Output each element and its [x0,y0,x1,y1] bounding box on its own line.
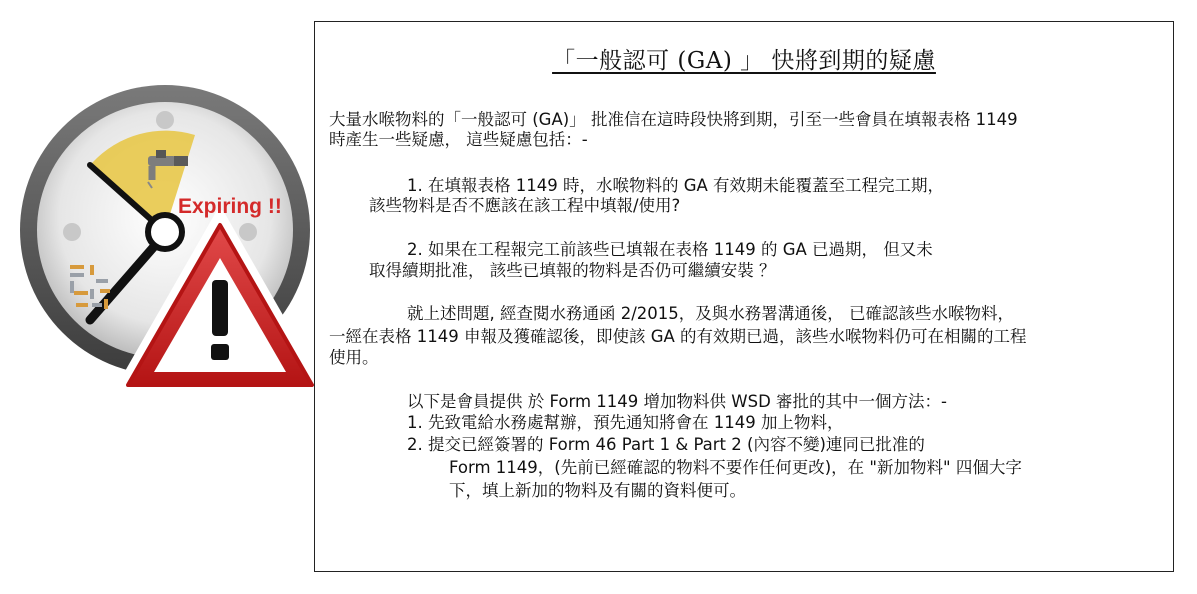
concern-1-line-1: 1. 在填報表格 1149 時，水喉物料的 GA 有效期未能覆蓋至工程完工期， [407,176,945,195]
concern-2-line-1: 2. 如果在工程報完工前該些已填報在表格 1149 的 GA 已過期， 但又未 [407,240,933,259]
concern-2-line-2: 取得續期批准， 該些已填報的物料是否仍可繼續安裝 ？ [369,261,776,280]
method-item-2-cont-2: 下，填上新加的物料及有關的資料便可。 [449,481,746,500]
document-title: 「一般認可 (GA) 」 快將到期的疑慮 [552,48,936,74]
method-intro: 以下是會員提供 於 Form 1149 增加物料供 WSD 審批的其中一個方法：- [407,392,947,411]
method-item-2-cont-1: Form 1149，(先前已經確認的物料不要作任何更改)，在 "新加物料" 四個大字 [449,458,1022,477]
conclusion-line-1: 就上述問題, 經查閱水務通函 2/2015，及與水務署溝通後， 已確認該些水喉物料， [407,304,1015,323]
method-item-1: 1. 先致電給水務處幫辦，預先通知將會在 1149 加上物料， [407,413,844,432]
concern-1-line-2: 該些物料是否不應該在該工程中填報/使用? [369,196,681,215]
conclusion-line-3: 使用。 [329,348,379,367]
expiring-illustration [20,80,320,410]
intro-line-2: 時產生一些疑慮， 這些疑慮包括：- [329,130,588,149]
intro-line-1: 大量水喉物料的「一般認可 (GA)」 批准信在這時段快將到期，引至一些會員在填報表格 1149 [329,110,1018,129]
method-item-2: 2. 提交已經簽署的 Form 46 Part 1 & Part 2 (內容不變)連同已批准的 [407,435,925,454]
clock-warning-icon [20,80,320,410]
document-panel [314,21,1174,572]
conclusion-line-2: 一經在表格 1149 申報及獲確認後，即使該 GA 的有效期已過，該些水喉物料仍可在相關的工程 [329,327,1027,346]
expiring-label: Expiring !! [178,195,282,218]
